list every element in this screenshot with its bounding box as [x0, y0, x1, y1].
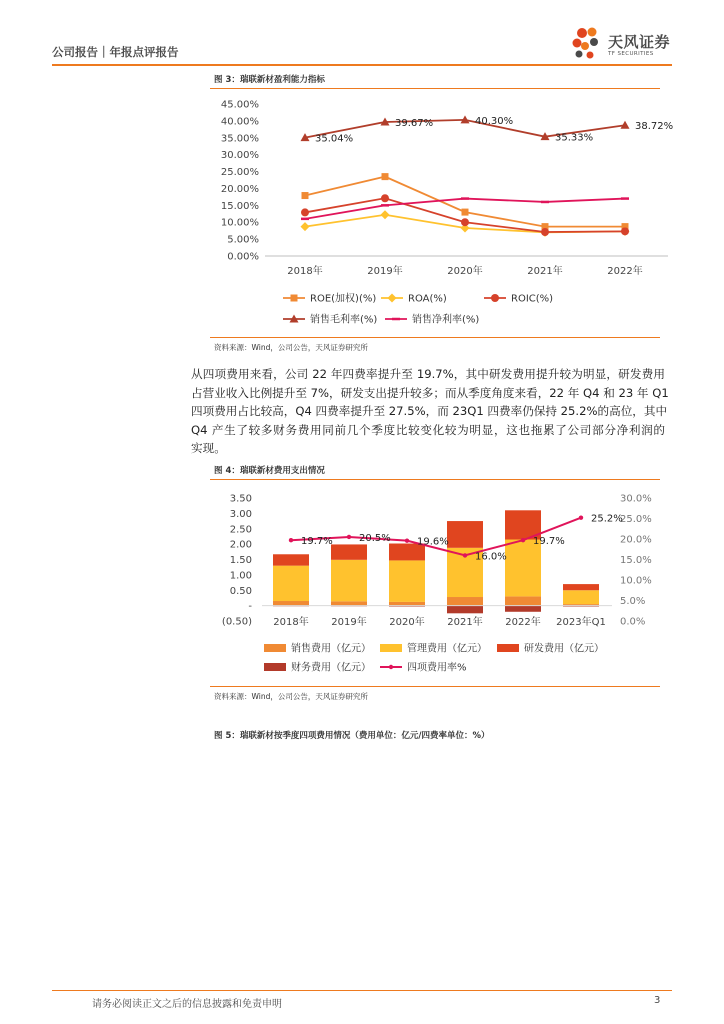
legend-swatch [264, 663, 286, 671]
figure-3-source: 资料来源：Wind，公司公告，天风证券研究所 [214, 343, 368, 352]
x-tick-label: 2021年 [447, 617, 483, 628]
y-left-tick-label: 2.00 [229, 539, 252, 551]
page-number: 3 [654, 995, 661, 1006]
data-point [302, 192, 309, 199]
report-type: 公司报告｜年报点评报告 [52, 45, 179, 59]
legend-label: ROIC(%) [511, 293, 554, 305]
bar-segment [331, 544, 367, 559]
y-left-tick-label: 0.50 [229, 585, 252, 597]
data-label: 35.33% [555, 132, 594, 144]
y-tick-label: 30.00% [220, 150, 259, 162]
rate-point [405, 538, 409, 542]
legend-label: 四项费用率% [407, 662, 467, 674]
y-tick-label: 15.00% [220, 200, 259, 212]
rate-point [463, 553, 467, 557]
legend-label: 销售费用（亿元） [291, 643, 371, 655]
logo-name: 天风证券 [608, 33, 671, 51]
figure-3-bottom-rule [210, 337, 660, 338]
x-tick-label: 2022年 [505, 617, 541, 628]
paragraph-line: 占营业收入比例提升至 7%，研发支出提升较多；而从季度角度来看，22 年 Q4 和 23 年 Q1 [191, 385, 669, 400]
x-tick-label: 2020年 [447, 266, 483, 277]
data-label: 39.67% [395, 118, 434, 130]
rate-point [579, 515, 583, 519]
bar-segment [563, 590, 599, 604]
data-label: 38.72% [635, 121, 674, 133]
data-point [301, 222, 310, 231]
bar-segment [331, 560, 367, 602]
data-label: 35.04% [315, 133, 354, 145]
y-left-tick-label: 3.00 [229, 508, 252, 520]
x-tick-label: 2018年 [273, 617, 309, 628]
data-point [621, 121, 630, 129]
rate-point [521, 538, 525, 542]
data-label: 20.5% [359, 532, 391, 544]
legend-marker [389, 665, 393, 669]
x-tick-label: 2021年 [527, 266, 563, 277]
data-label: 19.7% [301, 536, 333, 548]
y-tick-label: 25.00% [220, 167, 259, 179]
y-left-tick-label: (0.50) [221, 616, 252, 628]
y-right-tick-label: 30.0% [620, 493, 652, 505]
y-right-tick-label: 25.0% [620, 514, 652, 525]
y-tick-label: 0.00% [227, 251, 259, 263]
data-label: 16.0% [475, 551, 507, 563]
bar-segment [273, 554, 309, 565]
data-label: 19.7% [533, 536, 565, 548]
legend-label: ROE(加权)(%) [310, 293, 377, 305]
y-tick-label: 45.00% [220, 99, 259, 111]
legend-label: 财务费用（亿元） [291, 662, 371, 674]
figure-4-source: 资料来源：Wind，公司公告，天风证券研究所 [214, 692, 368, 701]
bar-segment [563, 584, 599, 590]
x-tick-label: 2020年 [389, 617, 425, 628]
legend-label: 研发费用（亿元） [524, 643, 604, 655]
x-tick-label: 2019年 [331, 617, 367, 628]
legend-swatch [497, 644, 519, 652]
x-tick-label: 2019年 [367, 266, 403, 277]
bar-segment [505, 606, 541, 612]
legend-marker [388, 294, 397, 303]
legend-label: ROA(%) [408, 293, 447, 305]
legend-swatch [264, 644, 286, 652]
figure-5-title: 图 5：瑞联新材按季度四项费用情况（费用单位：亿元/四费率单位：%） [214, 731, 490, 741]
bar-segment [447, 521, 483, 548]
analysis-paragraph [191, 365, 669, 458]
figure-3-title: 图 3：瑞联新材盈利能力指标 [214, 75, 325, 85]
figure-4-title: 图 4：瑞联新材费用支出情况 [214, 466, 325, 476]
y-left-tick-label: - [248, 601, 252, 613]
y-right-tick-label: 20.0% [620, 534, 652, 546]
figure-4-top-rule [210, 479, 660, 480]
data-label: 19.6% [417, 536, 449, 548]
bar-segment [505, 596, 541, 605]
y-tick-label: 5.00% [227, 234, 259, 246]
y-left-tick-label: 2.50 [229, 524, 252, 536]
legend-marker [491, 294, 499, 302]
legend-label: 销售毛利率(%) [310, 314, 378, 326]
data-label: 40.30% [475, 115, 514, 127]
bar-segment [273, 601, 309, 606]
y-right-tick-label: 15.0% [620, 555, 652, 566]
data-point [621, 227, 629, 235]
data-point [461, 218, 469, 226]
y-left-tick-label: 1.00 [229, 570, 252, 582]
legend-label: 销售净利率(%) [412, 314, 480, 326]
tf-securities-logo [568, 24, 678, 62]
paragraph-line: 实现。 [191, 441, 226, 455]
bar-segment [447, 606, 483, 614]
bar-segment [505, 540, 541, 597]
y-tick-label: 40.00% [220, 116, 259, 128]
legend-label: 管理费用（亿元） [407, 643, 487, 655]
data-point [382, 173, 389, 180]
logo-flower-icon [568, 24, 606, 62]
data-point [541, 228, 549, 236]
profitability-chart [0, 90, 724, 338]
y-right-tick-label: 10.0% [620, 575, 652, 587]
rate-point [347, 535, 351, 539]
x-tick-label: 2018年 [287, 266, 323, 277]
rate-point [289, 538, 293, 542]
y-left-tick-label: 1.50 [229, 555, 252, 566]
expense-chart [0, 481, 724, 687]
y-tick-label: 20.00% [220, 183, 259, 195]
figure-3-top-rule [210, 88, 660, 89]
figure-4-bottom-rule [210, 686, 660, 687]
y-tick-label: 35.00% [220, 133, 259, 145]
header-divider [52, 64, 672, 66]
data-point [381, 210, 390, 219]
paragraph-line: 四项费用占比较高，Q4 四费率提升至 27.5%，而 23Q1 四费率仍保持 25.2%的高位，其中 [191, 404, 668, 418]
legend-marker [291, 295, 298, 302]
data-point [381, 194, 389, 202]
footer-divider [52, 990, 672, 991]
data-label: 25.2% [591, 513, 623, 525]
x-tick-label: 2023年Q1 [556, 617, 606, 628]
bar-segment [331, 601, 367, 605]
y-right-tick-label: 0.0% [620, 616, 646, 628]
data-point [301, 208, 309, 216]
paragraph-line: 从四项费用来看，公司 22 年四费率提升至 19.7%，其中研发费用提升较为明显，研发费用 [191, 367, 665, 381]
disclaimer: 请务必阅读正文之后的信息披露和免责申明 [92, 999, 282, 1010]
logo-subtitle: TF SECURITIES [608, 51, 654, 57]
data-point [462, 209, 469, 216]
bar-segment [389, 560, 425, 602]
bar-segment [389, 602, 425, 606]
y-tick-label: 10.00% [220, 217, 259, 229]
paragraph-line: Q4 产生了较多财务费用同前几个季度比较变化较为明显，这也拖累了公司部分净利润的 [191, 422, 665, 437]
y-right-tick-label: 5.0% [620, 596, 646, 607]
bar-segment [273, 566, 309, 601]
legend-swatch [380, 644, 402, 652]
bar-segment [447, 597, 483, 606]
x-tick-label: 2022年 [607, 266, 643, 277]
y-left-tick-label: 3.50 [229, 493, 252, 505]
